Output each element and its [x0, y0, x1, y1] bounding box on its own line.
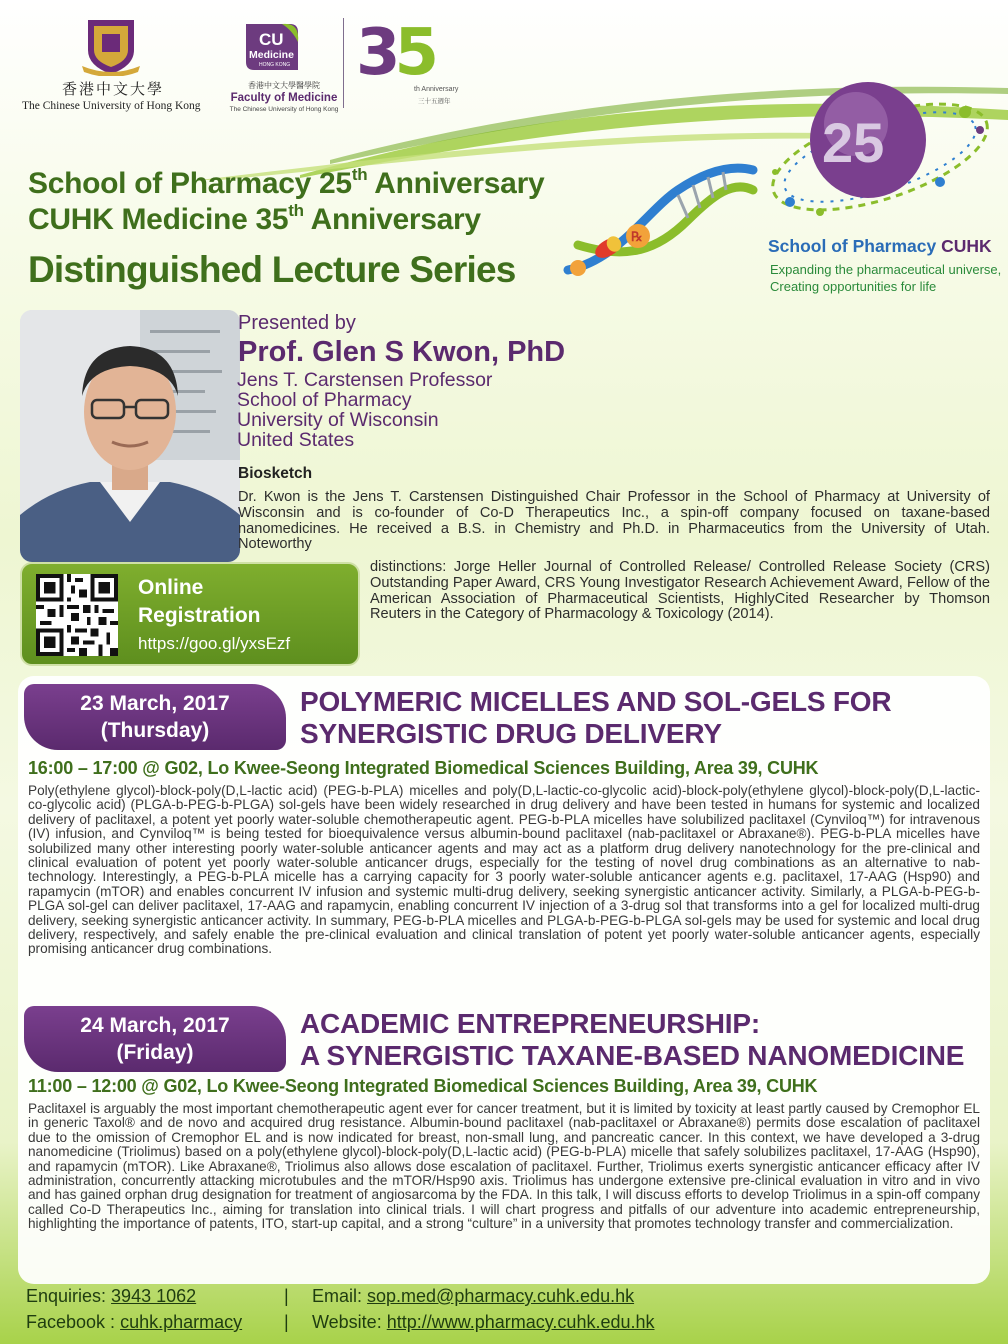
enquiries-line	[26, 1286, 196, 1307]
enquiries-label: Enquiries:	[26, 1286, 112, 1306]
website-label: Website:	[312, 1312, 387, 1332]
event-title-block	[28, 166, 648, 292]
website-line	[312, 1312, 655, 1333]
lecture-1-time-venue: 16:00 – 17:00 @ G02, Lo Kwee-Seong Integrated Biomedical Sciences Building, Area 39, CUHK	[28, 758, 819, 778]
faculty-english-name: Faculty of Medicine	[230, 92, 338, 104]
biosketch-heading: Biosketch	[238, 465, 313, 482]
qr-code-icon[interactable]	[36, 574, 118, 656]
registration-url-link[interactable]: https://goo.gl/yxsEzf	[138, 634, 291, 653]
speaker-school: School of Pharmacy	[237, 389, 412, 411]
title-line-2: CUHK Medicine 35th Anniversary	[28, 201, 481, 236]
email-link[interactable]: sop.med@pharmacy.cuhk.edu.hk	[367, 1286, 635, 1306]
speaker-portrait-image	[20, 310, 240, 562]
lecture-1-title-line-2: SYNERGISTIC DRUG DELIVERY	[300, 718, 722, 749]
speaker-name: Prof. Glen S Kwon, PhD	[238, 336, 566, 368]
35th-anniversary-logo	[352, 16, 464, 112]
lecture-series-title: Distinguished Lecture Series	[28, 249, 516, 290]
lecture-2-day: (Friday)	[116, 1041, 194, 1064]
anniversary-number: 35	[356, 16, 434, 90]
badge-number: 25	[822, 111, 885, 174]
cuhk-english-name: The Chinese University of Hong Kong	[22, 100, 201, 112]
footer-separator-1: |	[284, 1286, 289, 1306]
lecture-1-day: (Thursday)	[100, 719, 210, 742]
faculty-chinese-name: 香港中文大學醫學院	[248, 81, 320, 90]
lecture-1-title-line-1: POLYMERIC MICELLES AND SOL-GELS FOR	[300, 686, 892, 717]
faculty-sub-name: The Chinese University of Hong Kong	[229, 106, 339, 113]
anniversary-label: th Anniversary	[414, 86, 459, 93]
presented-by-label: Presented by	[238, 312, 356, 334]
lecture-2-date: 24 March, 2017	[80, 1014, 230, 1037]
lecture-2-time-venue: 11:00 – 12:00 @ G02, Lo Kwee-Seong Integrated Biomedical Sciences Building, Area 39, CUHK	[28, 1076, 818, 1096]
facebook-line	[26, 1312, 242, 1333]
school-of-pharmacy-name: School of Pharmacy CUHK	[768, 236, 992, 256]
pharmacy-tagline-1: Expanding the pharmaceutical universe,	[770, 262, 1002, 277]
biosketch-text-2: distinctions: Jorge Heller Journal of Controlled Release/ Controlled Release Society (CRS) Outstanding Paper Award, CRS Young Investigator Research Achievement Award, Fellow of the American Association of Pharmaceutical Scientists, HighlyCited Researcher by Thomson Reuters in the Category of Pharmacology & Toxicology (2014).	[370, 559, 990, 623]
anniversary-chinese-label: 三十五週年	[418, 98, 451, 105]
pharmacy-tagline-2: Creating opportunities for life	[770, 279, 937, 294]
med-badge-text-3: HONG KONG	[259, 62, 291, 68]
registration-label-1: Online	[138, 576, 204, 599]
dna-pills-icon	[558, 150, 758, 290]
speaker-photo	[20, 310, 240, 562]
biosketch-text-1: Dr. Kwon is the Jens T. Carstensen Distinguished Chair Professor in the School of Pharmacy at University of Wisconsin and is co-founder of Co-D Therapeutics Inc., a spin-off company focused on taxane-based nanomedicines. He received a B.S. in Chemistry and Ph.D. in Pharmaceutics from the University of Utah. Noteworthy	[238, 489, 990, 553]
title-line-1: School of Pharmacy 25th Anniversary	[28, 165, 545, 200]
lecture-2-abstract: Paclitaxel is arguably the most important chemotherapeutic agent ever for cancer treatment, but it is limited by toxicity at least partly caused by Cremophor EL in generic Taxol® and de novo and acquired drug resistance. Albumin-bound paclitaxel (nab-paclitaxel or Abraxane®) permits dose escalation of paclitaxel due to the omission of Cremophor EL and is now indicated for breast, non-small lung, and pancreatic cancer. In this context, we have developed a 3-drug nanomedicine (Triolimus) based on a poly(ethylene glycol)-block-poly(D,L-lactic acid) (PEG-b-PLA) micelle that safely solubilizes paclitaxel, 17-AAG (Hsp90), and rapamycin (mTOR). Like Abraxane®, Triolimus also allows dose escalation of paclitaxel. Further, Triolimus exerts synergistic anticancer efficacy after IV administration, concurrently attacking microtubules and the mTOR/Hsp90 axis. Triolimus has undergone extensive pre-clinical evaluation in vitro and in vivo and has gained orphan drug designation for treatment of angiosarcoma by the FDA. In this talk, I will discuss efforts to develop Triolimus in a spin-off company called Co-D Therapeutics Inc., aiming for translation into clinical trials. I will chart progress and pitfalls of our adventure into academic entrepreneurship, highlighting the importance of patents, ITO, start-up capital, and a strong “culture” in a university that promotes technology transfer and commercialization.	[28, 1101, 980, 1232]
speaker-university: University of Wisconsin	[237, 409, 439, 431]
lecture-1-abstract: Poly(ethylene glycol)-block-poly(D,L-lactic acid) (PEG-b-PLA) micelles and poly(D,L-lactic-co-glycolic acid)-block-poly(ethylene glycol)-block-poly(D,L-lactic-co-glycolic acid) (PLGA-b-PEG-b-PLGA) sol-gels have been widely researched in drug delivery and have been tested in humans for systemic and localized delivery of paclitaxel, a potent yet poorly water-soluble chemotherapeutic agent. PEG-b-PLA micelles have solubilized paclitaxel (Cynviloq™) for intravenous (IV) infusion, and Cynviloq™ is being tested for bioequivalence versus albumin-bound paclitaxel (nab-paclitaxel or Abraxane®). PEG-b-PLA micelles have solubilized many other interesting poorly water-soluble anticancer agents and may act as a platform drug delivery nanotechnology for the pre-clinical and clinical evaluation of potent yet poorly water-soluble anticancer drugs, especially for the testing of novel drug combinations as an alternative to nab-technology. Interestingly, a PEG-b-PLA micelle has a carrying capacity for 3 poorly water-soluble anticancer agents e.g. paclitaxel, 17-AAG (Hsp90) and rapamycin (mTOR) and enables concurrent IV infusion and systemic multi-drug delivery, seeking synergistic anticancer activity. Similarly, a PLGA-b-PEG-b-PLGA sol-gel can deliver paclitaxel, 17-AAG and rapamycin, enabling concurrent IV injection of a 3-drug sol that transforms into a gel for localized multi-drug delivery, seeking synergistic anticancer activity. In summary, PEG-b-PLA micelles and PLGA-b-PEG-b-PLGA sol-gels may be used for systemic and local drug delivery, respectively, and safely enable the pre-clinical evaluation and clinical translation of potent yet poorly water-soluble anticancer agents, especially promising anticancer drug combinations.	[28, 783, 980, 957]
lecture-1-date: 23 March, 2017	[80, 692, 230, 715]
email-label: Email:	[312, 1286, 368, 1306]
svg-text:℞: ℞	[631, 229, 643, 244]
med-badge-text-2: Medicine	[249, 49, 294, 61]
online-registration-box[interactable]	[20, 562, 360, 666]
faculty-of-medicine-logo	[222, 14, 352, 119]
pharmacy-25th-badge-icon	[760, 62, 1000, 232]
cuhk-chinese-name: 香港中文大學	[62, 80, 165, 98]
enquiries-phone-link[interactable]: 3943 1062	[111, 1286, 197, 1306]
facebook-label: Facebook :	[26, 1312, 121, 1332]
lecture-2-date-box	[24, 1006, 286, 1072]
lecture-1-date-box	[24, 684, 286, 750]
footer-separator-2: |	[284, 1312, 289, 1332]
cu-medicine-badge-icon	[242, 18, 300, 76]
facebook-link[interactable]: cuhk.pharmacy	[120, 1312, 243, 1332]
med-badge-text-1: CU	[259, 30, 284, 49]
website-link[interactable]: http://www.pharmacy.cuhk.edu.hk	[386, 1312, 655, 1332]
lecture-2-title-line-2: A SYNERGISTIC TAXANE-BASED NANOMEDICINE	[300, 1040, 965, 1071]
lecture-2-title-line-1: ACADEMIC ENTREPRENEURSHIP:	[300, 1008, 760, 1039]
logo-divider	[343, 18, 344, 108]
cuhk-logo	[22, 14, 222, 114]
cuhk-crest-icon	[76, 16, 146, 76]
registration-label-2: Registration	[138, 604, 261, 627]
speaker-title: Jens T. Carstensen Professor	[237, 369, 493, 391]
email-line	[312, 1286, 634, 1307]
speaker-country: United States	[237, 429, 355, 451]
